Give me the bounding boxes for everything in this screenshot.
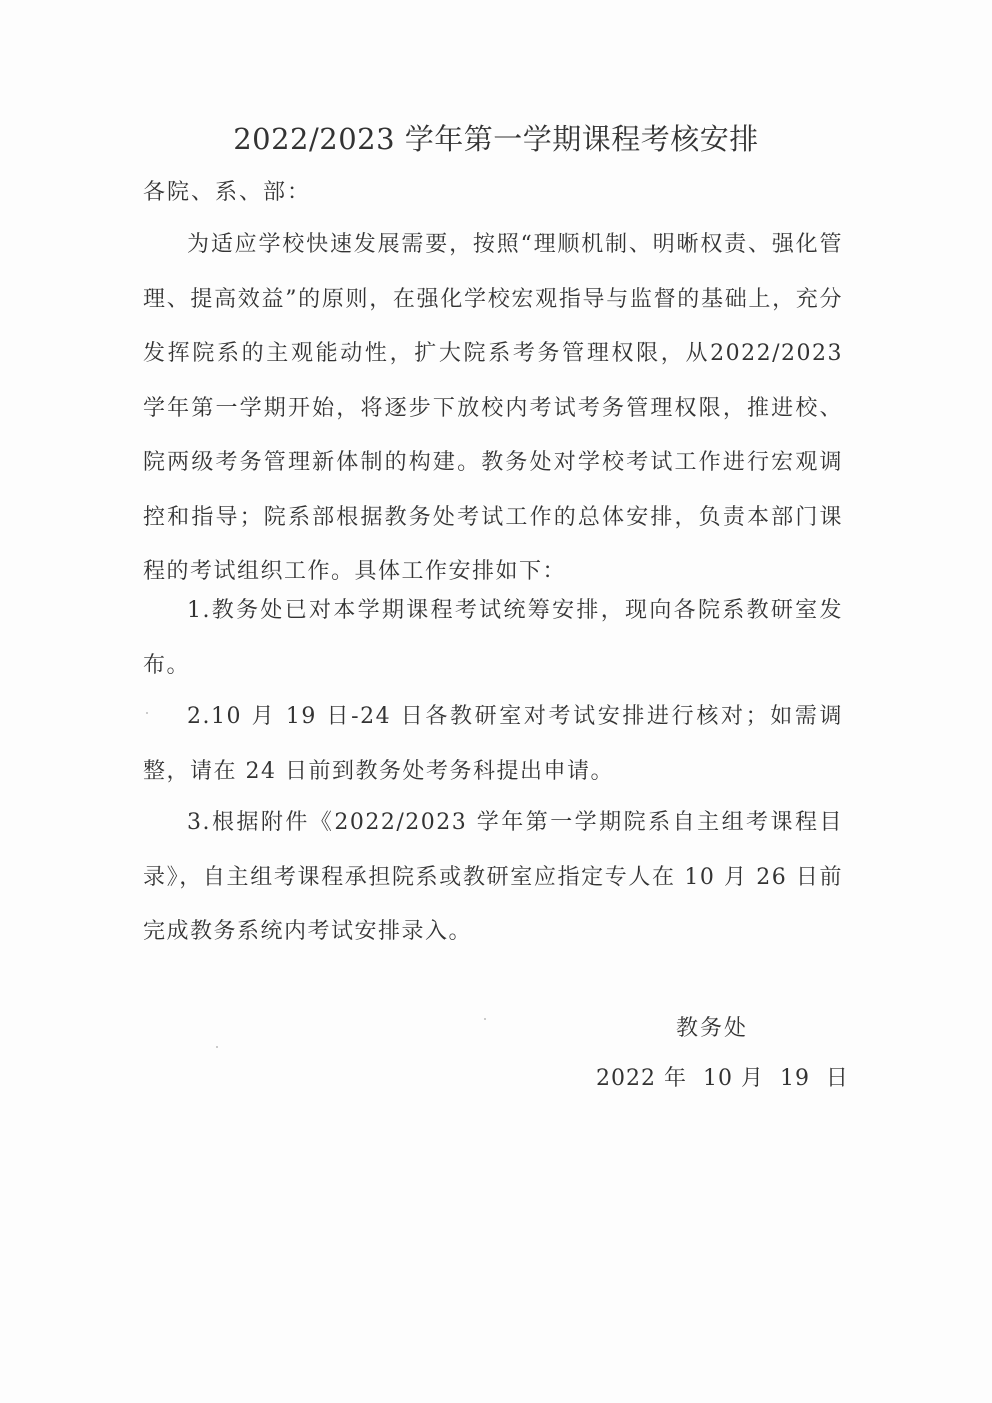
- document-title: 2022/2023 学年第一学期课程考核安排: [233, 122, 759, 156]
- scan-speck: [216, 1046, 218, 1048]
- paragraph-intro: 为适应学校快速发展需要，按照“理顺机制、明晰权责、强化管理、提高效益”的原则，在强化学校宏观指导与监督的基础上，充分发挥院系的主观能动性，扩大院系考务管理权限，从2022/2023 学年第一学期开始，将逐步下放校内考试考务管理权限，推进校、院两级考务管理新体制的构建。教务处对学校考试工作进行宏观调控和指导；院系部根据教务处考试工作的总体安排，负责本部门课程的考试组织工作。具体工作安排如下：: [143, 232, 843, 584]
- signature-issuer: 教务处: [676, 1016, 749, 1041]
- paragraph-item-2: 2.10 月 19 日-24 日各教研室对考试安排进行核对；如需调整，请在 24 日前到教务处考务科提出申请。: [143, 704, 843, 784]
- scan-speck: [484, 1018, 486, 1020]
- signature-date: 2022 年 10 月 19 日: [596, 1066, 849, 1091]
- scan-speck: [146, 712, 148, 714]
- salutation: 各院、系、部：: [143, 180, 312, 205]
- paragraph-item-3: 3.根据附件《2022/2023 学年第一学期院系自主组考课程目录》，自主组考课程承担院系或教研室应指定专人在 10 月 26 日前完成教务系统内考试安排录入。: [143, 810, 843, 944]
- paragraph-item-1: 1.教务处已对本学期课程考试统筹安排，现向各院系教研室发布。: [143, 598, 843, 678]
